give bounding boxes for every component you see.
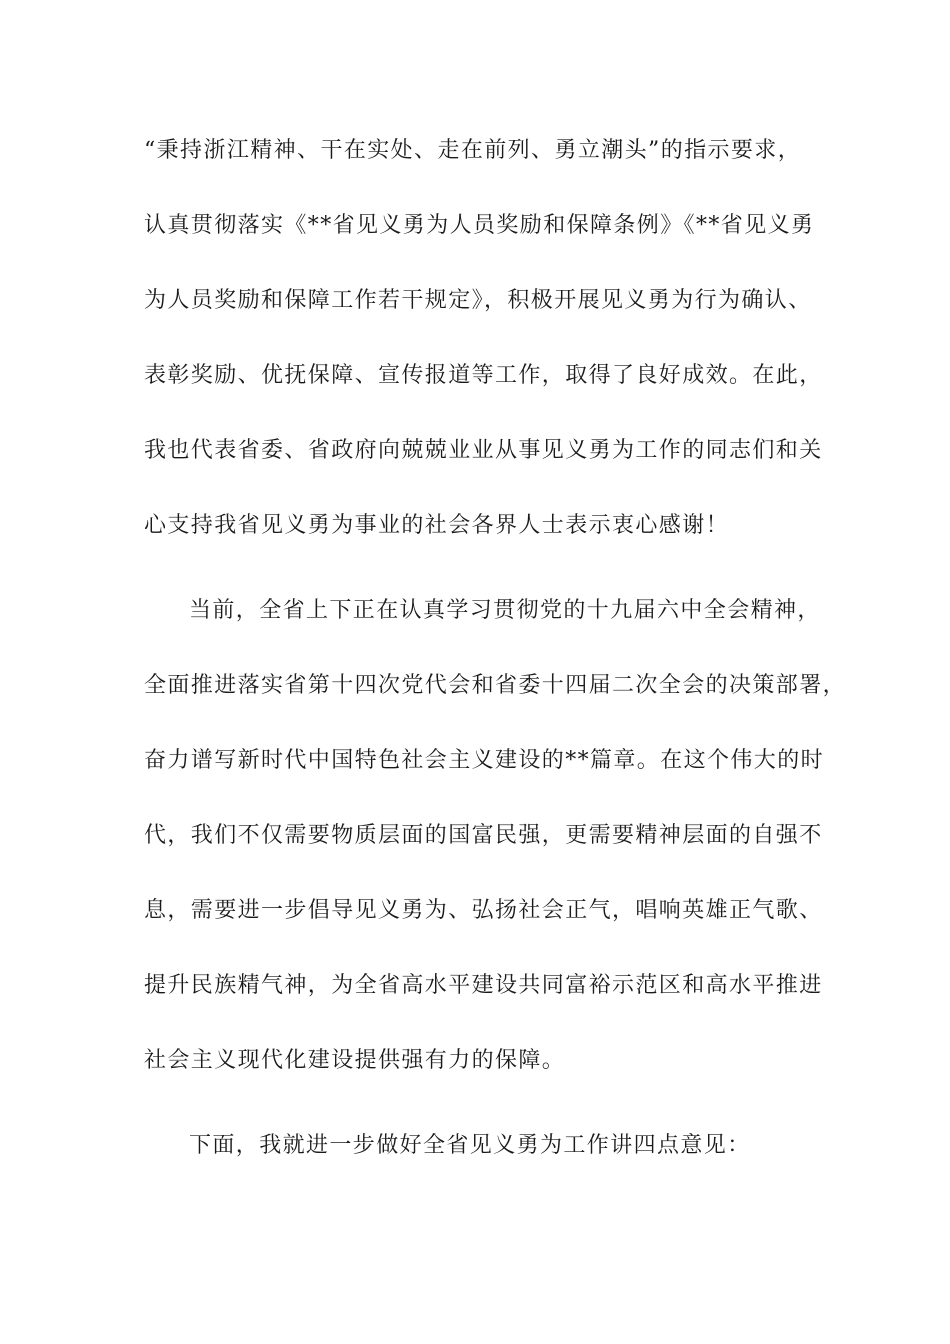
paragraph-line: 认真贯彻落实《**省见义勇为人员奖励和保障条例》《**省见义勇 [144,213,815,238]
paragraph-line: 下面，我就进一步做好全省见义勇为工作讲四点意见： [189,1133,751,1158]
paragraph-line: 社会主义现代化建设提供强有力的保障。 [144,1048,566,1073]
paragraph-line: 表彰奖励、优抚保障、宣传报道等工作，取得了良好成效。在此， [144,363,823,388]
paragraph-line: 当前，全省上下正在认真学习贯彻党的十九届六中全会精神， [189,598,821,623]
paragraph-line: 为人员奖励和保障工作若干规定》，积极开展见义勇为行为确认、 [144,288,812,313]
paragraph-line: 我也代表省委、省政府向兢兢业业从事见义勇为工作的同志们和关 [144,438,823,463]
paragraph-line: “秉持浙江精神、干在实处、走在前列、勇立潮头”的指示要求， [144,138,802,163]
paragraph-line: 全面推进落实省第十四次党代会和省委十四届二次全会的决策部署， [144,673,847,698]
paragraph-line: 心支持我省见义勇为事业的社会各界人士表示衷心感谢！ [144,513,730,538]
paragraph-line: 代，我们不仅需要物质层面的国富民强，更需要精神层面的自强不 [144,823,823,848]
paragraph-line: 奋力谱写新时代中国特色社会主义建设的**篇章。在这个伟大的时 [144,748,825,773]
paragraph-line: 提升民族精气神，为全省高水平建设共同富裕示范区和高水平推进 [144,973,823,998]
paragraph-line: 息，需要进一步倡导见义勇为、弘扬社会正气，唱响英雄正气歌、 [144,898,823,923]
